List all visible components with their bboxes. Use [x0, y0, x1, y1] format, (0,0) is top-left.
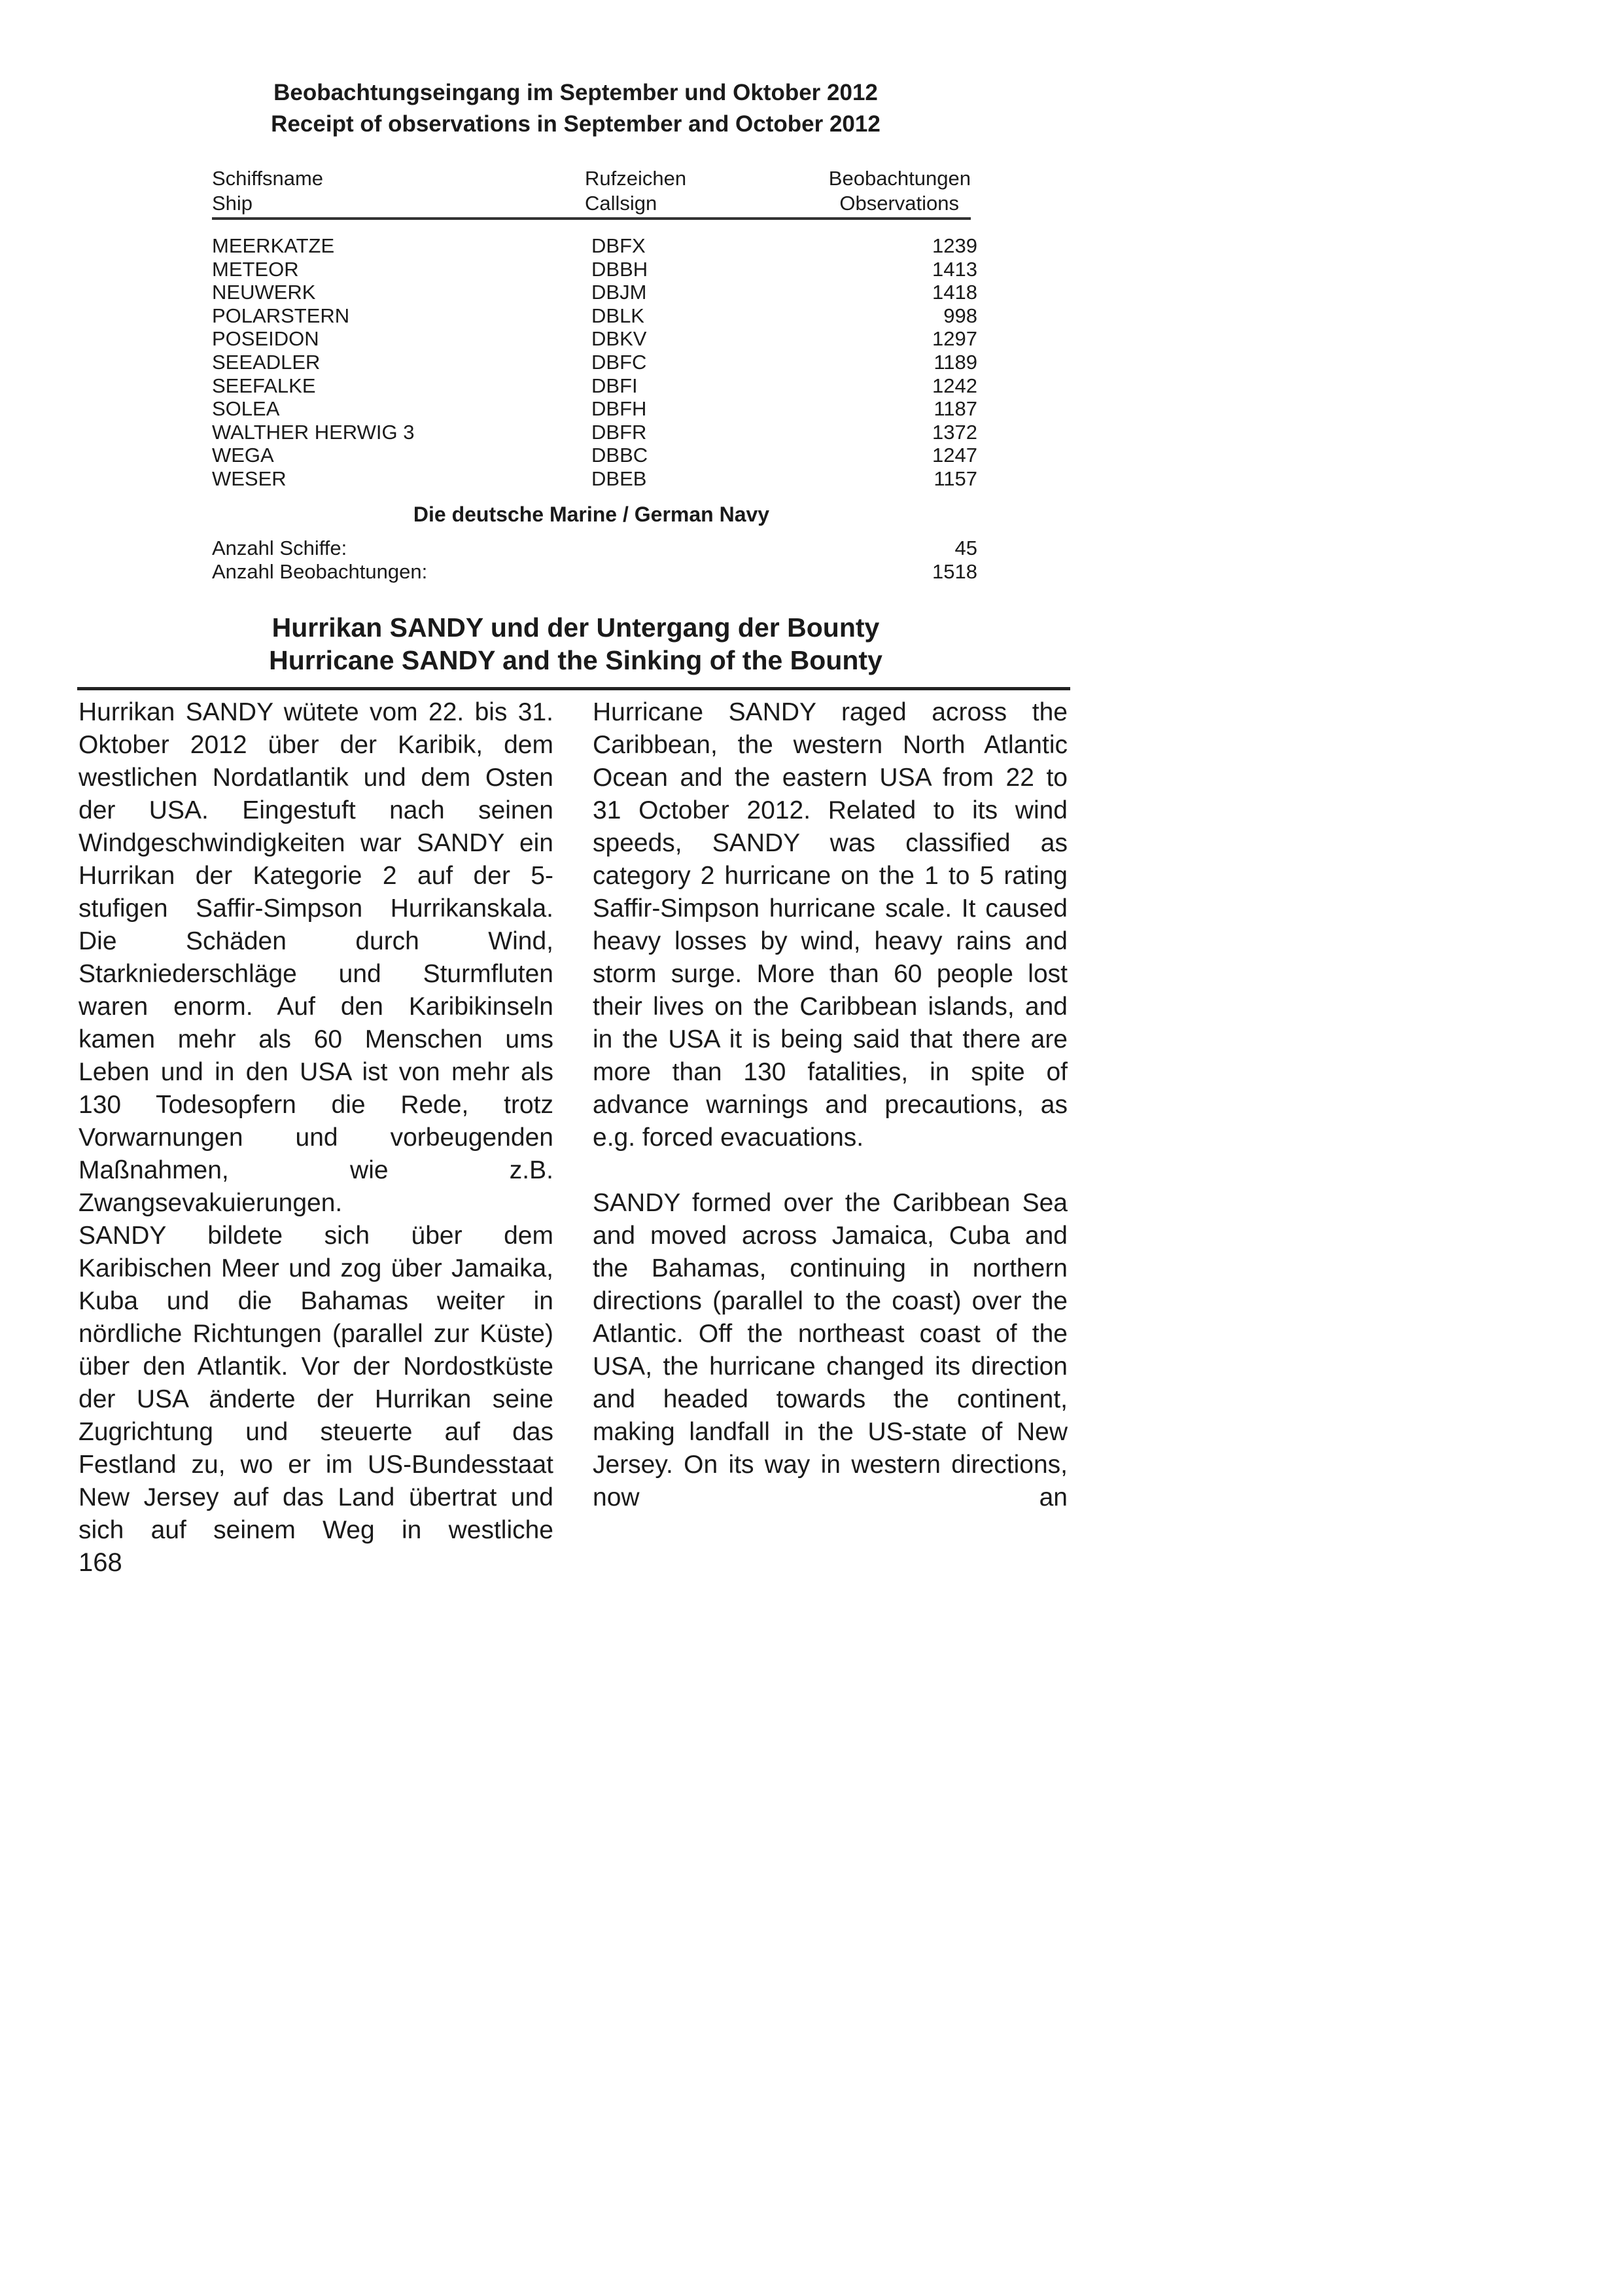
ship-name-cell: WALTHER HERWIG 3 — [212, 420, 415, 444]
ship-name-cell: WEGA — [212, 444, 274, 467]
observation-count-cell: 1242 — [932, 374, 977, 397]
callsign-cell: DBFC — [591, 350, 647, 374]
ship-name-cell: NEUWERK — [212, 281, 316, 304]
summary-row — [212, 537, 977, 560]
table-row — [212, 281, 977, 304]
observations-title-en: Receipt of observations in September and October 2012 — [271, 111, 881, 137]
header-callsign-en: Callsign — [585, 192, 657, 215]
header-callsign — [585, 166, 686, 216]
table-row — [212, 257, 977, 281]
summary-value: 1518 — [932, 560, 977, 583]
observation-count-cell: 1247 — [932, 444, 977, 467]
header-observations — [829, 166, 971, 216]
header-ship-en: Ship — [212, 192, 253, 215]
table-row — [212, 397, 977, 421]
ship-name-cell: SEEFALKE — [212, 374, 316, 397]
callsign-cell: DBBC — [591, 444, 648, 467]
table-header — [212, 165, 971, 220]
summary-value: 45 — [954, 537, 977, 559]
table-row — [212, 350, 977, 374]
ship-name-cell: WESER — [212, 467, 287, 490]
callsign-cell: DBJM — [591, 281, 647, 304]
ship-name-cell: POLARSTERN — [212, 304, 350, 327]
header-observations-en: Observations — [839, 192, 959, 215]
table-body — [212, 234, 977, 491]
ship-name-cell: SOLEA — [212, 397, 280, 421]
english-paragraph-2: SANDY formed over the Caribbean Sea and moved across Jamaica, Cuba and the Bahamas, continuing in northern directions (parallel to the coast) over the Atlantic. Off the northeast coast of the USA, the hurricane changed its direction and headed towards the continent, making landfall in the US-state of New Jersey. On its way in western directions, now an — [593, 1189, 1068, 1511]
observation-count-cell: 1189 — [934, 350, 977, 374]
summary-label: Anzahl Schiffe: — [212, 537, 347, 559]
callsign-cell: DBKV — [591, 327, 647, 351]
header-observations-de: Beobachtungen — [828, 167, 971, 190]
header-ship — [212, 166, 323, 216]
header-ship-de: Schiffsname — [212, 167, 324, 190]
table-row — [212, 327, 977, 351]
observation-count-cell: 1418 — [932, 281, 977, 304]
observation-count-cell: 998 — [943, 304, 977, 327]
article-title-en: Hurricane SANDY and the Sinking of the Bounty — [269, 645, 882, 675]
observations-title-de: Beobachtungseingang im September und Oktober 2012 — [273, 80, 878, 105]
ship-name-cell: SEEADLER — [212, 350, 321, 374]
page-number: 168 — [79, 1548, 122, 1577]
table-row — [212, 234, 977, 258]
ship-name-cell: POSEIDON — [212, 327, 319, 351]
table-row — [212, 420, 977, 444]
observation-count-cell: 1372 — [932, 420, 977, 444]
header-callsign-de: Rufzeichen — [585, 167, 687, 190]
observation-count-cell: 1297 — [932, 327, 977, 351]
table-row — [212, 374, 977, 398]
summary-label: Anzahl Beobachtungen: — [212, 560, 428, 583]
english-paragraph-1: Hurricane SANDY raged across the Caribbean, the western North Atlantic Ocean and the eastern USA from 22 to 31 October 2012. Related to its wind speeds, SANDY was classified as category 2 hurricane on the 1 to 5 rating Saffir-Simpson hurricane scale. It caused heavy losses by wind, heavy rains and storm surge. More than 60 people lost their lives on the Caribbean islands, and in the USA it is being said that there are more than 130 fatalities, in spite of advance warnings and precautions, as e.g. forced evacuations. — [593, 698, 1068, 1152]
callsign-cell: DBFH — [591, 397, 647, 421]
summary-row — [212, 560, 977, 584]
title-divider — [77, 687, 1070, 690]
observation-count-cell: 1157 — [934, 467, 977, 490]
article-title — [209, 611, 942, 677]
navy-heading: Die deutsche Marine / German Navy — [413, 503, 770, 526]
german-paragraph-2: SANDY bildete sich über dem Karibischen Meer und zog über Jamaika, Kuba und die Bahamas weiter in nördliche Richtungen (parallel zur Küste) über den Atlantik. Vor der Nordostküste der USA änderte der Hurrikan seine Zugrichtung und steuerte auf das Festland zu, wo er im US-Bundesstaat New Jersey auf das Land übertrat und sich auf seinem Weg in westliche — [79, 1222, 553, 1544]
ship-name-cell: METEOR — [212, 257, 299, 281]
column-english — [593, 696, 1068, 1514]
summary-block — [212, 537, 977, 584]
table-row — [212, 467, 977, 491]
observations-title — [209, 77, 942, 140]
german-paragraph-1: Hurrikan SANDY wütete vom 22. bis 31. Oktober 2012 über der Karibik, dem westlichen Nordatlantik und dem Osten der USA. Eingestuft nach seinen Windgeschwindigkeiten war SANDY ein Hurrikan der Kategorie 2 auf der 5-stufigen Saffir-Simpson Hurrikanskala. Die Schäden durch Wind, Starkniederschläge und Sturmfluten waren enorm. Auf den Karibikinseln kamen mehr als 60 Menschen ums Leben und in den USA ist von mehr als 130 Todesopfern die Rede, trotz Vorwarnungen und vorbeugenden Maßnahmen, wie z.B. Zwangsevakuierungen. — [79, 698, 553, 1217]
callsign-cell: DBFI — [591, 374, 638, 397]
observation-count-cell: 1239 — [932, 234, 977, 257]
article-title-de: Hurrikan SANDY und der Untergang der Bounty — [271, 612, 880, 643]
column-german — [79, 696, 553, 1547]
observation-count-cell: 1413 — [932, 257, 977, 281]
observation-count-cell: 1187 — [934, 397, 977, 421]
observations-table — [212, 165, 977, 491]
callsign-cell: DBFR — [591, 420, 647, 444]
table-row — [212, 444, 977, 467]
callsign-cell: DBFX — [591, 234, 646, 257]
callsign-cell: DBEB — [591, 467, 647, 490]
callsign-cell: DBLK — [591, 304, 644, 327]
callsign-cell: DBBH — [591, 257, 648, 281]
table-row — [212, 304, 977, 328]
ship-name-cell: MEERKATZE — [212, 234, 335, 257]
